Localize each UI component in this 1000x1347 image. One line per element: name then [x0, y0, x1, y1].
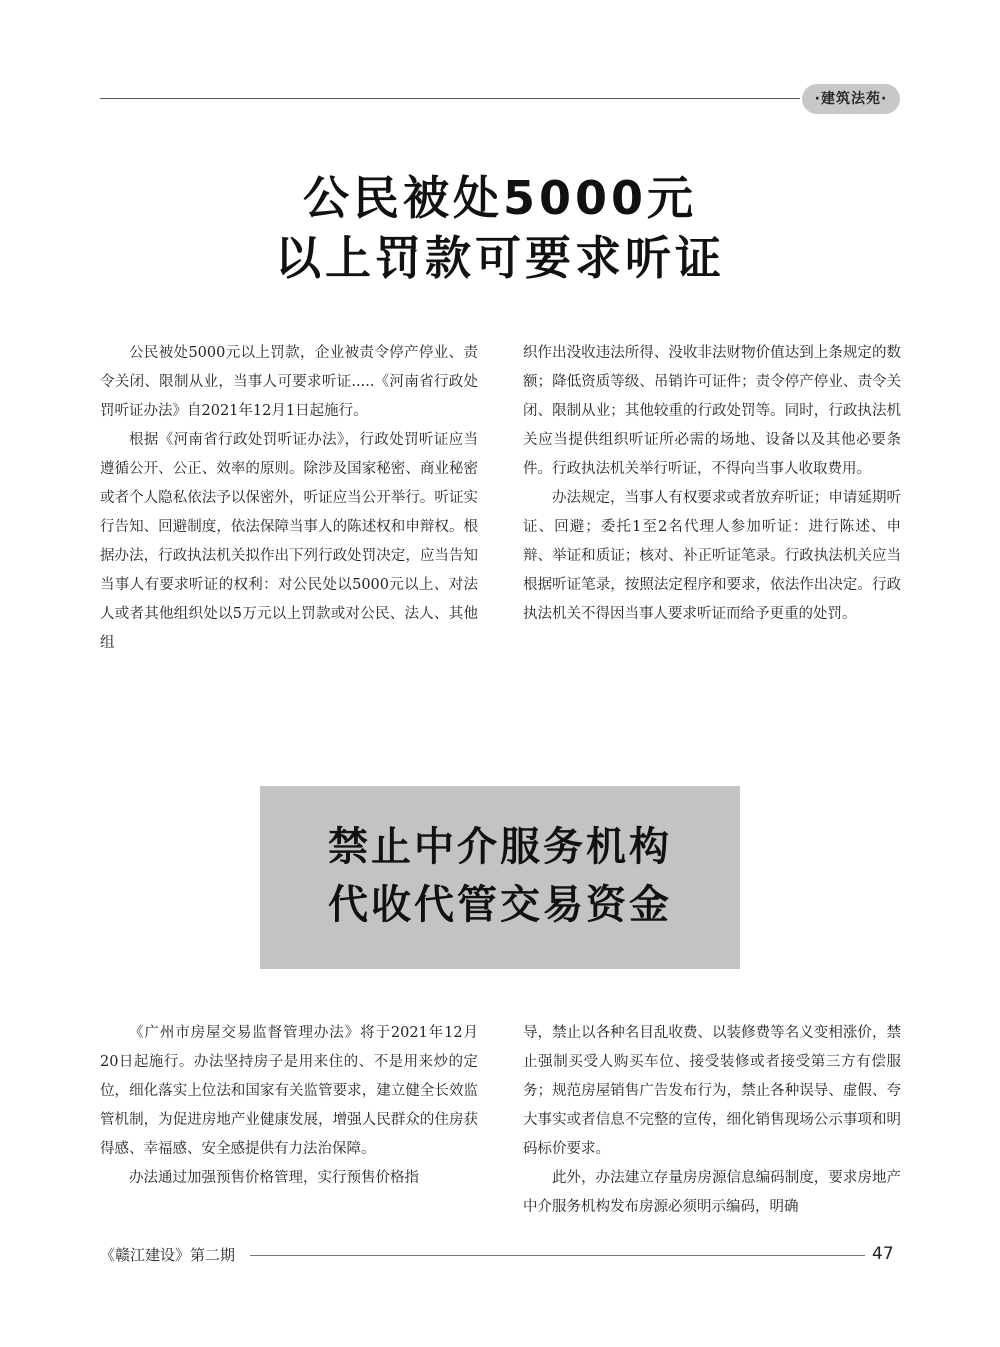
header-rule	[100, 98, 800, 99]
article1-column-left	[100, 339, 478, 658]
paragraph-continued: 导，禁止以各种名目乱收费、以装修费等名义变相涨价，禁止强制买受人购买车位、接受装修或者接受第三方有偿服务；规范房屋销售广告发布行为，禁止各种误导、虚假、夸大事实或者信息不完整的宣传，细化销售现场公示事项和明码标价要求。	[523, 1025, 901, 1157]
paragraph: 公民被处5000元以上罚款，企业被责令停产停业、责令关闭、限制从业，当事人可要求听证.....《河南省行政处罚听证办法》自2021年12月1日起施行。	[100, 345, 478, 419]
article2-title	[260, 818, 740, 934]
paragraph: 根据《河南省行政处罚听证办法》，行政处罚听证应当遵循公开、公正、效率的原则。除涉及国家秘密、商业秘密或者个人隐私依法予以保密外，听证应当公开举行。听证实行告知、回避制度，依法保障当事人的陈述权和申辩权。根据办法，行政执法机关拟作出下列行政处罚决定，应当告知当事人有要求听证的权利：对公民处以5000元以上、对法人或者其他组织处以5万元以上罚款或对公民、法人、其他组	[100, 432, 478, 651]
paragraph: 《广州市房屋交易监督管理办法》将于2021年12月20日起施行。办法坚持房子是用来住的、不是用来炒的定位，细化落实上位法和国家有关监管要求，建立健全长效监管机制，为促进房地产业健康发展，增强人民群众的住房获得感、幸福感、安全感提供有力法治保障。	[100, 1025, 478, 1157]
paragraph: 此外，办法建立存量房房源信息编码制度，要求房地产中介服务机构发布房源必须明示编码，明确	[523, 1170, 901, 1215]
section-tag: ·建筑法苑·	[802, 84, 900, 114]
paragraph-continued: 织作出没收违法所得、没收非法财物价值达到上条规定的数额；降低资质等级、吊销许可证件；责令停产停业、责令关闭、限制从业；其他较重的行政处罚等。同时，行政执法机关应当提供组织听证所必需的场地、设备以及其他必要条件。行政执法机关举行听证，不得向当事人收取费用。	[523, 345, 901, 477]
article2-title-line: 禁止中介服务机构	[328, 824, 672, 870]
footer-publication: 《赣江建设》第二期	[100, 1243, 241, 1267]
page-number: 47	[872, 1244, 894, 1264]
footer-rule	[250, 1255, 865, 1256]
article1-column-right	[523, 339, 901, 629]
article2-column-left	[100, 1019, 478, 1193]
article1-title	[100, 168, 900, 288]
article2-title-banner	[260, 786, 740, 969]
paragraph: 办法通过加强预售价格管理，实行预售价格指	[129, 1170, 419, 1186]
article1-title-line: 公民被处5000元	[302, 171, 698, 225]
paragraph: 办法规定，当事人有权要求或者放弃听证；申请延期听证、回避；委托1至2名代理人参加听证：进行陈述、申辩、举证和质证；核对、补正听证笔录。行政执法机关应当根据听证笔录，按照法定程序和要求，依法作出决定。行政执法机关不得因当事人要求听证而给予更重的处罚。	[523, 490, 901, 622]
article2-title-line: 代收代管交易资金	[328, 882, 672, 928]
article1-title-line: 以上罚款可要求听证	[275, 231, 725, 285]
article2-column-right	[523, 1019, 901, 1222]
